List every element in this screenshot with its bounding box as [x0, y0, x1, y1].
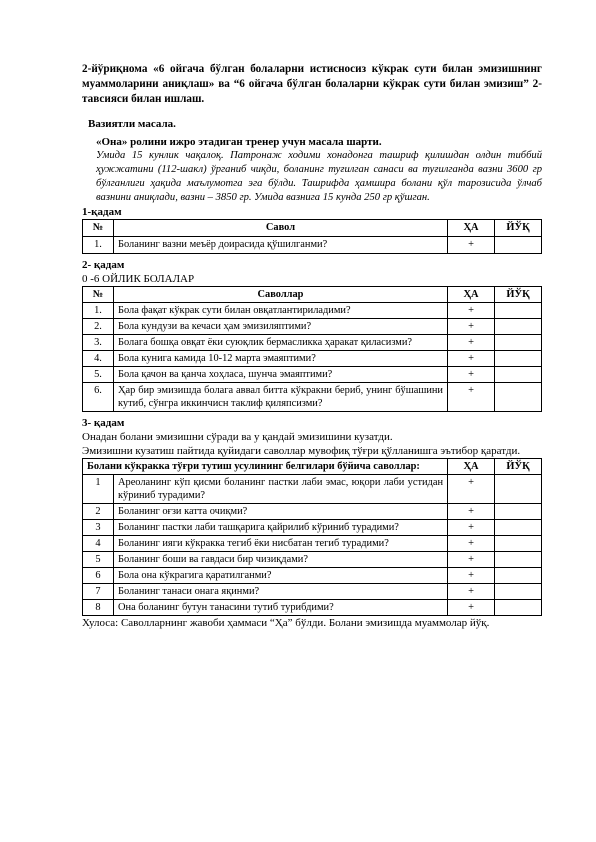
table-row — [83, 520, 542, 536]
row-question: Она боланинг бутун танасини тутиб турибдими? — [114, 600, 448, 616]
no-mark — [495, 351, 542, 367]
yes-mark: + — [448, 475, 495, 504]
table-row — [83, 351, 542, 367]
no-mark — [495, 475, 542, 504]
row-question: Бола она кўкрагига қаратилганми? — [114, 568, 448, 584]
row-question: Бола кундузи ва кечаси ҳам эмизиляптими? — [114, 319, 448, 335]
row-num: 1 — [83, 475, 114, 504]
row-num: 2 — [83, 504, 114, 520]
row-question: Ҳар бир эмизишда болага аввал битта кўкракни бериб, унинг бўшашини кутиб, сўнгра иккинчисн таклиф қиляпсизми? — [114, 383, 448, 412]
row-num: 6. — [83, 383, 114, 412]
task-title: Вазиятли масала. — [88, 118, 176, 130]
col-question: Савол — [114, 220, 448, 237]
no-mark — [495, 600, 542, 616]
row-question: Боланинг вазни меъёр доирасида қўшилганми? — [114, 237, 448, 254]
table-row — [83, 383, 542, 412]
no-mark — [495, 367, 542, 383]
row-question: Бола фақат кўкрак сути билан овқатлантириладими? — [114, 303, 448, 319]
yes-mark: + — [448, 552, 495, 568]
yes-mark: + — [448, 383, 495, 412]
yes-mark: + — [448, 237, 495, 254]
step3-table — [82, 458, 542, 616]
table-header-row — [83, 459, 542, 475]
task-subtitle: «Она» ролини ижро этадиган тренер учун масала шарти. — [96, 136, 382, 148]
col-question: Саволлар — [114, 287, 448, 303]
document-page — [82, 62, 542, 630]
no-mark — [495, 504, 542, 520]
table-row — [83, 303, 542, 319]
yes-mark: + — [448, 536, 495, 552]
row-question: Бола қачон ва қанча хоҳласа, шунча эмаяптими? — [114, 367, 448, 383]
task-text: Умида 15 кунлик чақалоқ. Патронаж ходими хонадонга ташриф қилишдан олдин тиббий ҳужжатини (112-шакл) ўрганиб чиқди, боланинг туғилган санаси ва туғилганда вазни 3600 гр бўлганлиги ҳақида маълумотга эга бўлди. Ташрифда ҳамшира болани қўл тарозисида ўлчаб вазнини аниқлади, вазни – 3850 гр. Умида вазнига 15 кунда 250 гр қўшган. — [96, 150, 542, 203]
table-row — [83, 237, 542, 254]
yes-mark: + — [448, 600, 495, 616]
step2-table — [82, 286, 542, 412]
no-mark — [495, 568, 542, 584]
step2-label: 2- қадам — [82, 259, 125, 271]
col-yes: ҲА — [448, 220, 495, 237]
step3-intro1: Онадан болани эмизишни сўради ва у қандай эмизишини кузатди. — [82, 431, 393, 443]
col-num: № — [83, 287, 114, 303]
step3-intro2: Эмизишни кузатиш пайтида қуйидаги саволлар мувофиқ тўғри қўлланишга эътибор қаратди. — [82, 445, 521, 457]
table-header-row — [83, 287, 542, 303]
row-question: Боланинг пастки лаби ташқарига қайрилиб кўриниб турадими? — [114, 520, 448, 536]
yes-mark: + — [448, 303, 495, 319]
row-num: 4. — [83, 351, 114, 367]
step3-label: 3- қадам — [82, 417, 125, 429]
row-num: 1. — [83, 303, 114, 319]
no-mark — [495, 383, 542, 412]
no-mark — [495, 552, 542, 568]
row-num: 5 — [83, 552, 114, 568]
row-question: Боланинг танаси онага яқинми? — [114, 584, 448, 600]
row-question: Боланинг боши ва гавдаси бир чизиқдами? — [114, 552, 448, 568]
row-num: 8 — [83, 600, 114, 616]
col-no: ЙЎҚ — [495, 220, 542, 237]
table-row — [83, 568, 542, 584]
table-row — [83, 335, 542, 351]
yes-mark: + — [448, 568, 495, 584]
row-num: 1. — [83, 237, 114, 254]
table-row — [83, 475, 542, 504]
table-row — [83, 367, 542, 383]
no-mark — [495, 536, 542, 552]
yes-mark: + — [448, 520, 495, 536]
no-mark — [495, 237, 542, 254]
no-mark — [495, 584, 542, 600]
row-question: Ареоланинг кўп қисми боланинг пастки лаби эмас, юқори лаби устидан кўриниб турадими? — [114, 475, 448, 504]
yes-mark: + — [448, 335, 495, 351]
no-mark — [495, 303, 542, 319]
col-question: Болани кўкракка тўғри тутиш усулининг белгилари бўйича саволлар: — [83, 459, 448, 475]
row-num: 2. — [83, 319, 114, 335]
table-header-row — [83, 220, 542, 237]
yes-mark: + — [448, 319, 495, 335]
row-num: 5. — [83, 367, 114, 383]
step2-group: 0 -6 ОЙЛИК БОЛАЛАР — [82, 273, 195, 285]
yes-mark: + — [448, 367, 495, 383]
table-row — [83, 600, 542, 616]
col-yes: ҲА — [448, 459, 495, 475]
row-num: 3 — [83, 520, 114, 536]
table-row — [83, 536, 542, 552]
no-mark — [495, 335, 542, 351]
step1-label: 1-қадам — [82, 206, 122, 218]
row-num: 6 — [83, 568, 114, 584]
step1-table — [82, 219, 542, 254]
row-question: Боланинг ияги кўкракка тегиб ёки нисбатан тегиб турадими? — [114, 536, 448, 552]
row-question: Боланинг оғзи катта очиқми? — [114, 504, 448, 520]
row-num: 4 — [83, 536, 114, 552]
col-yes: ҲА — [448, 287, 495, 303]
row-num: 3. — [83, 335, 114, 351]
row-question: Бола кунига камида 10-12 марта эмаяптими? — [114, 351, 448, 367]
table-row — [83, 319, 542, 335]
table-row — [83, 552, 542, 568]
conclusion: Хулоса: Саволларнинг жавоби ҳаммаси “Ҳа” бўлди. Болани эмизишда муаммолар йўқ. — [82, 617, 490, 629]
yes-mark: + — [448, 504, 495, 520]
document-heading: 2-йўриқнома «6 ойгача бўлган болаларни истисносиз кўкрак сути билан эмизишнинг муаммоларини аниқлаш» ва “6 ойгача бўлган болаларни кўкрак сути билан эмизиш” 2-тавсияси билан ишлаш. — [82, 63, 542, 105]
col-no: ЙЎҚ — [495, 287, 542, 303]
row-question: Болага бошқа овқат ёки суюқлик бермасликка ҳаракат қиласизми? — [114, 335, 448, 351]
table-row — [83, 584, 542, 600]
table-row — [83, 504, 542, 520]
yes-mark: + — [448, 584, 495, 600]
col-num: № — [83, 220, 114, 237]
yes-mark: + — [448, 351, 495, 367]
no-mark — [495, 319, 542, 335]
col-no: ЙЎҚ — [495, 459, 542, 475]
row-num: 7 — [83, 584, 114, 600]
no-mark — [495, 520, 542, 536]
